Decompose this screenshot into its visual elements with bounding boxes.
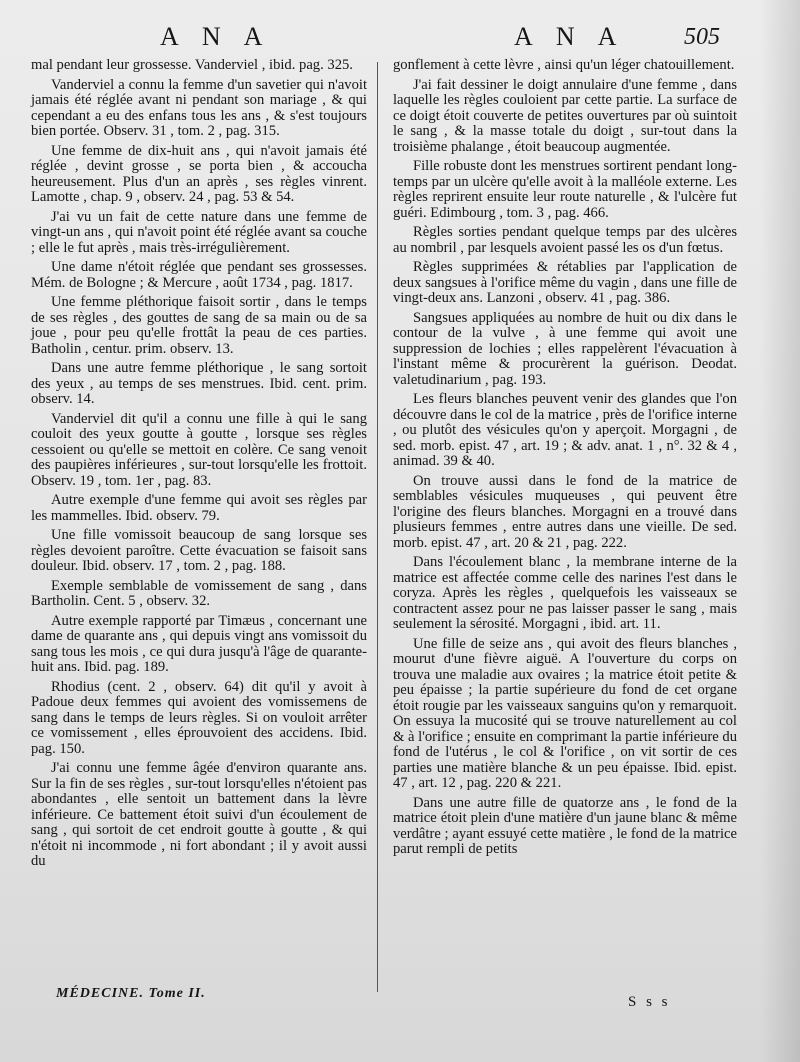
page-header	[0, 18, 800, 54]
paragraph: Les fleurs blanches peuvent venir des glandes que l'on découvre dans le col de la matrice , près de l'orifice interne , ou plutôt des vésicules qu'on y aperçoit. Morgagni , de sed. morb. epist. 47 , art. 19 ; & adv. anat. 1 , n°. 32 & 4 , animad. 39 & 40.	[393, 391, 737, 469]
paragraph: Rhodius (cent. 2 , observ. 64) dit qu'il y avoit à Padoue deux femmes qui avoient des vomissemens de sang dans le temps de leurs règles. Si on vouloit arrêter ce vomissement , elles éprouvoient des accidens. Ibid. pag. 150.	[31, 678, 367, 757]
paragraph: mal pendant leur grossesse. Vanderviel , ibid. pag. 325.	[31, 57, 353, 73]
paragraph: Dans l'écoulement blanc , la membrane interne de la matrice est affectée comme celle des narines l'est dans le coryza. Après les règles , quelquefois les vaisseaux se contractent assez pour ne pas laisser passer le sang , mais seulement la sérosité. Morgagni , ibid. art. 11.	[393, 554, 737, 632]
paragraph: Exemple semblable de vomissement de sang , dans Bartholin. Cent. 5 , observ. 32.	[31, 577, 367, 609]
paragraph: Une femme pléthorique faisoit sortir , dans le temps de ses règles , des gouttes de sang de sa main ou de sa joue , pour peu qu'elle frottât la peau de ces parties. Batholin , centur. prim. observ. 13.	[31, 294, 367, 357]
paragraph: J'ai connu une femme âgée d'environ quarante ans. Sur la fin de ses règles , sur-tout lorsqu'elles n'étoient pas abondantes , elle sentoit un battement dans la lèvre inférieure. Ce battement étoit suivi d'un écoulement de sang , qui sortoit de cet endroit goutte à goutte , & qui n'étoit ni incommode , ni fort abondant ; il y avoit aussi du	[31, 760, 367, 869]
paragraph: Autre exemple rapporté par Timæus , concernant une dame de quarante ans , qui depuis vingt ans vomissoit du sang tous les mois , ce qui dura jusqu'à l'âge de quarante-huit ans. Ibid. pag. 189.	[31, 612, 367, 675]
paragraph: Une fille vomissoit beaucoup de sang lorsque ses règles devoient paroître. Cette évacuation se faisoit sans douleur. Ibid. observ. 17 , tom. 2 , pag. 188.	[31, 527, 367, 574]
running-title-right: A N A	[514, 22, 626, 51]
paragraph: Autre exemple d'une femme qui avoit ses règles par les mammelles. Ibid. observ. 79.	[31, 492, 367, 524]
paragraph: Une dame n'étoit réglée que pendant ses grossesses. Mém. de Bologne ; & Mercure , août 1734 , pag. 1817.	[31, 259, 367, 291]
column-divider	[377, 62, 378, 992]
left-column	[31, 58, 367, 874]
paragraph: Dans une autre fille de quatorze ans , le fond de la matrice étoit plein d'une matière d'un jaune blanc & même verdâtre ; ayant essuyé cette matière , le fond de la matrice parut rempli de petits	[393, 794, 737, 857]
paragraph: On trouve aussi dans le fond de la matrice de semblables vésicules muqueuses , qui peuvent être l'origine des fleurs blanches. Morgagni en a trouvé dans plusieurs femmes , entre autres dans une vieille. De sed. morb. epist. 47 , art. 20 & 21 , pag. 222.	[393, 472, 737, 551]
running-title-left: A N A	[160, 22, 272, 51]
right-column	[393, 58, 737, 862]
page-number: 505	[684, 24, 720, 50]
paragraph: J'ai vu un fait de cette nature dans une femme de vingt-un ans , qui n'avoit point été réglée avant sa couche ; elle le fut après , mais très-irrégulièrement.	[31, 208, 367, 256]
paragraph: gonflement à cette lèvre , ainsi qu'un léger chatouillement.	[393, 57, 735, 73]
paragraph: Une femme de dix-huit ans , qui n'avoit jamais été réglée , devint grosse , se porta bien , & accoucha heureusement. Plus d'un an après , ses règles vinrent. Lamotte , chap. 9 , observ. 24 , pag. 53 & 54.	[31, 142, 367, 205]
volume-signature: MÉDECINE. Tome II.	[56, 986, 206, 1001]
page-edge-shadow	[760, 0, 800, 1062]
paragraph: Règles sorties pendant quelque temps par des ulcères au nombril , par lesquels avoient passé les os d'un fœtus.	[393, 224, 737, 256]
paragraph: Vanderviel dit qu'il a connu une fille à qui le sang couloit des yeux goutte à goutte , lorsque ses règles cessoient ou qu'elle se mettoit en colère. Ce sang venoit des paupières inférieures , sur-tout lorsqu'elle les frottoit. Observ. 19 , tom. 1er , pag. 83.	[31, 410, 367, 489]
gathering-signature: S s s	[628, 994, 671, 1010]
paragraph: Sangsues appliquées au nombre de huit ou dix dans le contour de la vulve , à une femme qui avoit une suppression de lochies ; elles rappelèrent l'évacuation à l'instant même & procurèrent la guérison. Deodat. valetudinarium , pag. 193.	[393, 309, 737, 388]
paragraph: Règles supprimées & rétablies par l'application de deux sangsues à l'orifice même du vagin , dans une fille de vingt-deux ans. Lanzoni , observ. 41 , pag. 386.	[393, 259, 737, 306]
paragraph: Une fille de seize ans , qui avoit des fleurs blanches , mourut d'une fièvre aiguë. A l'ouverture du corps on trouva une maladie aux ovaires ; la matrice étoit petite & peu épaisse ; la partie supérieure du fond de cet organe étoit rougie par les vaisseaux sanguins qu'on y remarquoit. On essuya la mucosité qui se trouve naturellement au col & à l'orifice ; ensuite en comprimant la partie inférieure du fond de l'utérus , le col & l'orifice , on vit sortir de ces parties une matière blanche & un peu épaisse. Ibid. epist. 47 , art. 12 , pag. 220 & 221.	[393, 635, 737, 791]
paragraph: J'ai fait dessiner le doigt annulaire d'une femme , dans laquelle les règles couloient par cette partie. La surface de ce doigt étoit couverte de petites ouvertures par où suintoit le sang , & la masse totale du doigt , sur-tout dans la troisième phalange , étoit beaucoup augmentée.	[393, 76, 737, 155]
paragraph: Fille robuste dont les menstrues sortirent pendant long-temps par un ulcère qu'elle avoit à la malléole externe. Les règles reprirent ensuite leur route naturelle , & l'ulcère fut guéri. Edimbourg , tom. 3 , pag. 466.	[393, 158, 737, 221]
paragraph: Dans une autre femme pléthorique , le sang sortoit des yeux , au temps de ses menstrues. Ibid. cent. prim. observ. 14.	[31, 360, 367, 407]
paragraph: Vanderviel a connu la femme d'un savetier qui n'avoit jamais été réglée avant ni pendant son mariage , & qui cependant a eu des enfans tous les ans , & s'est toujours bien portée. Observ. 31 , tom. 2 , pag. 315.	[31, 76, 367, 139]
